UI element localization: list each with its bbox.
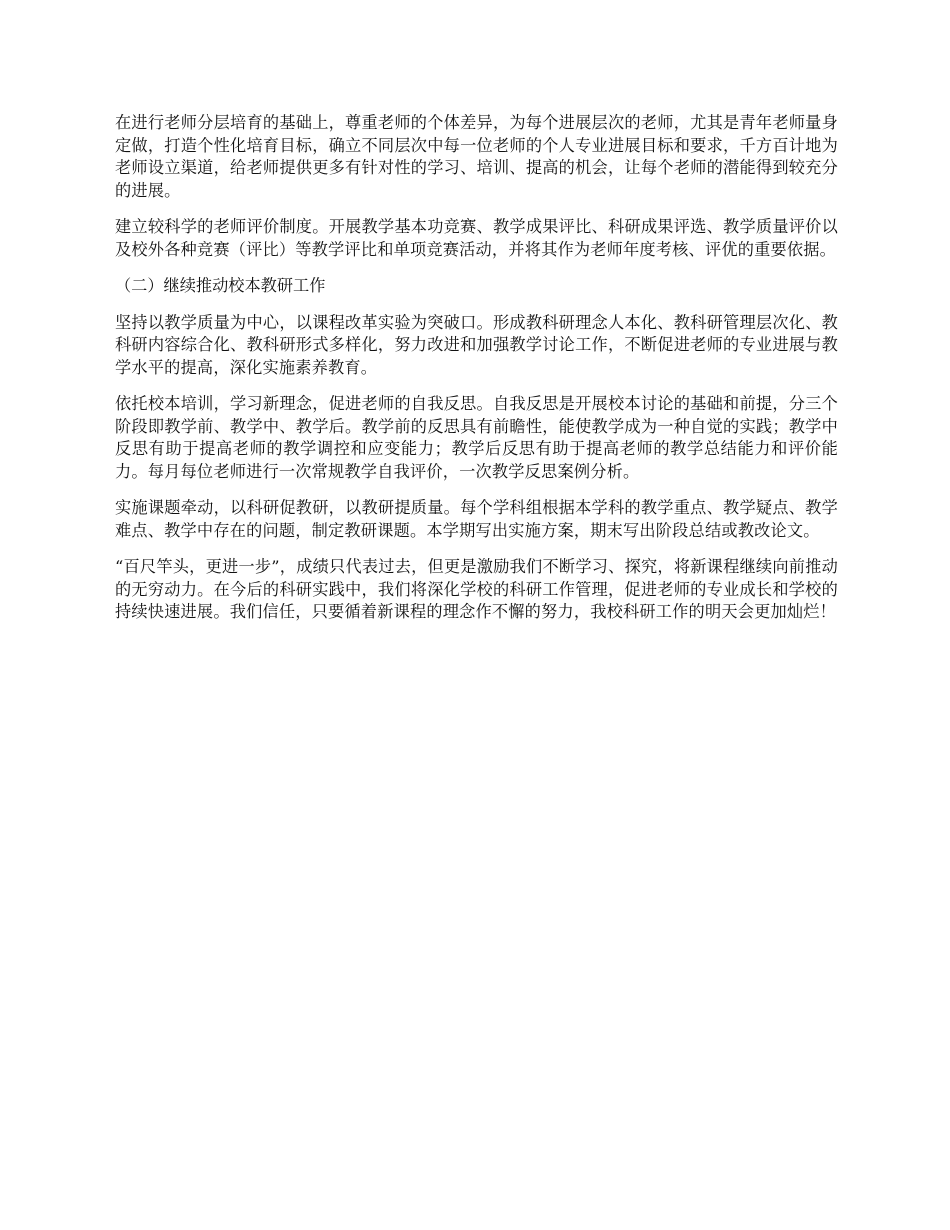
paragraph-conclusion: “百尺竿头，更进一步”，成绩只代表过去，但更是激励我们不断学习、探究，将新课程继续向前推动的无穷动力。在今后的科研实践中，我们将深化学校的科研工作管理，促进老师的专业成长和学校的持续快速进展。我们信任，只要循着新课程的理念作不懈的努力，我校科研工作的明天会更加灿烂！ — [115, 557, 838, 621]
document-page — [115, 112, 838, 638]
paragraph-teacher-evaluation: 建立较科学的老师评价制度。开展教学基本功竞赛、教学成果评比、科研成果评选、教学质量评价以及校外各种竞赛（评比）等教学评比和单项竞赛活动，并将其作为老师年度考核、评优的重要依据。 — [115, 217, 838, 259]
paragraph-research-topics: 实施课题牵动，以科研促教研，以教研提质量。每个学科组根据本学科的教学重点、教学疑点、教学难点、教学中存在的问题，制定教研课题。本学期写出实施方案，期末写出阶段总结或教改论文。 — [115, 498, 838, 540]
paragraph-teacher-cultivation: 在进行老师分层培育的基础上，尊重老师的个体差异，为每个进展层次的老师，尤其是青年老师量身定做，打造个性化培育目标，确立不同层次中每一位老师的个人专业进展目标和要求，千方百计地为老师设立渠道，给老师提供更多有针对性的学习、培训、提高的机会，让每个老师的潜能得到较充分的进展。 — [115, 113, 838, 200]
paragraph-teaching-quality: 坚持以教学质量为中心，以课程改革实验为突破口。形成教科研理念人本化、教科研管理层次化、教科研内容综合化、教科研形式多样化，努力改进和加强教学讨论工作，不断促进老师的专业进展与教学水平的提高，深化实施素养教育。 — [115, 312, 838, 377]
paragraph-self-reflection: 依托校本培训，学习新理念，促进老师的自我反思。自我反思是开展校本讨论的基础和前提，分三个阶段即教学前、教学中、教学后。教学前的反思具有前瞻性，能使教学成为一种自觉的实践；教学中反思有助于提高老师的教学调控和应变能力；教学后反思有助于提高老师的教学总结能力和评价能力。每月每位老师进行一次常规教学自我评价，一次教学反思案例分析。 — [115, 394, 838, 481]
section-heading: （二）继续推动校本教研工作 — [115, 276, 326, 295]
